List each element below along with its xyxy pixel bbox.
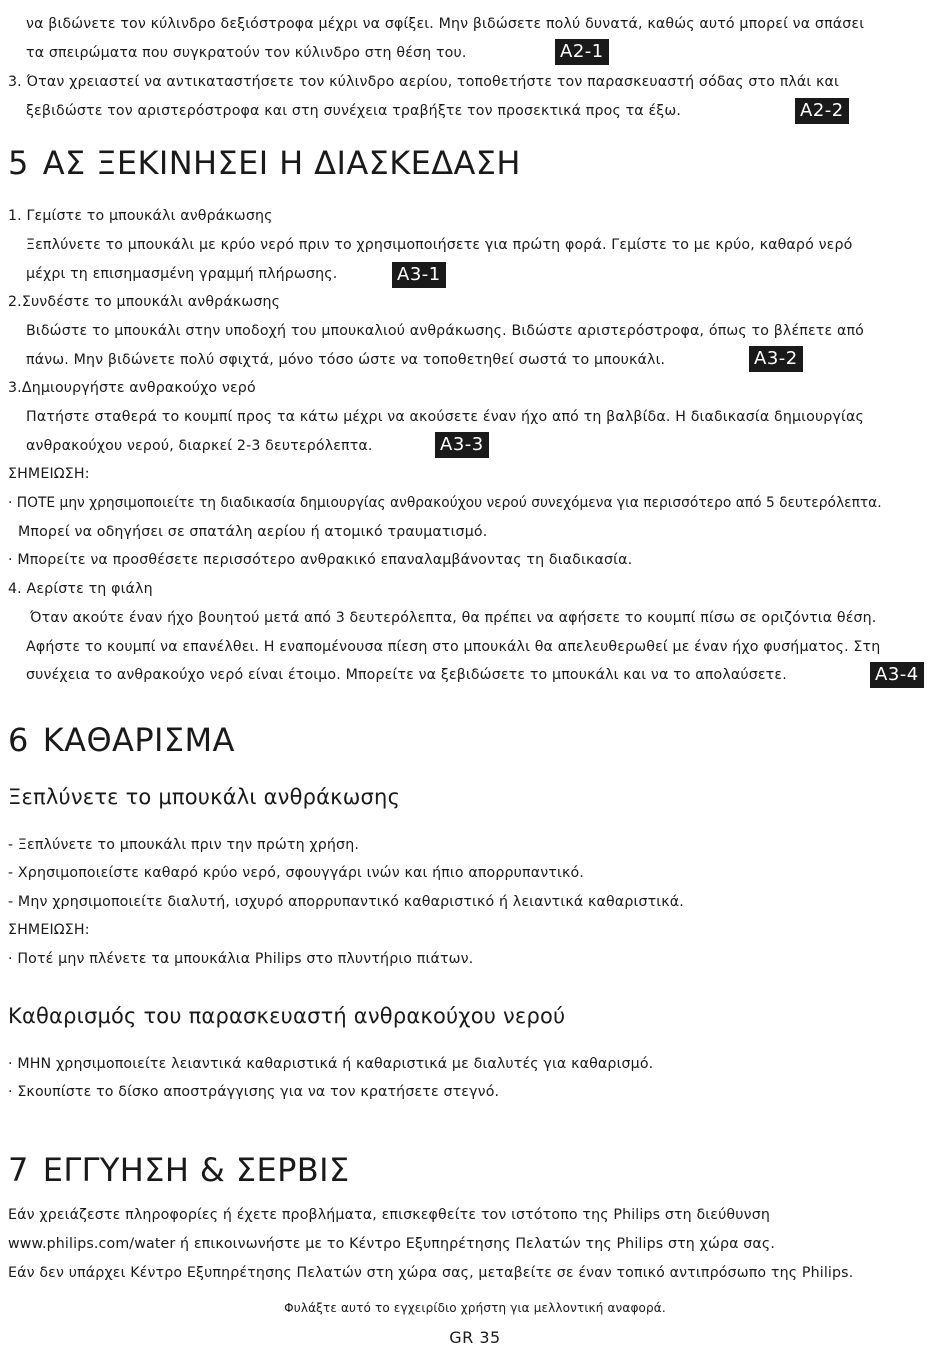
s5-note-2: · Μπορείτε να προσθέσετε περισσότερο ανθρακικό επαναλαμβάνοντας τη διαδικασία. — [8, 552, 633, 568]
s5-step1-line-1: Ξεπλύνετε το μπουκάλι με κρύο νερό πριν το χρησιμοποιήσετε για πρώτη φορά. Γεμίστε το με κρύο, καθαρό νερό — [26, 237, 853, 253]
figure-ref-a3-2: A3-2 — [749, 346, 803, 372]
intro-line-2-text: τα σπειρώματα που συγκρατούν τον κύλινδρο στη θέση του. — [26, 45, 467, 61]
s6-sub2-heading: Καθαρισμός του παρασκευαστή ανθρακούχου νερού — [8, 1004, 566, 1028]
figure-ref-a3-3: A3-3 — [435, 432, 489, 458]
s5-step3-line-1: Πατήστε σταθερά το κουμπί προς τα κάτω μέχρι να ακούσετε έναν ήχο από τη βαλβίδα. Η διαδικασία δημιουργίας — [26, 409, 864, 425]
s5-step1-title: 1. Γεμίστε το μπουκάλι ανθράκωσης — [8, 208, 273, 224]
s5-step3-title: 3.Δημιουργήστε ανθρακούχο νερό — [8, 380, 256, 396]
s6-sub1-item-1: - Ξεπλύνετε το μπουκάλι πριν την πρώτη χρήση. — [8, 837, 359, 853]
s6-note-1: · Ποτέ μην πλένετε τα μπουκάλια Philips στο πλυντήριο πιάτων. — [8, 951, 474, 967]
s5-step4-line-1: Όταν ακούτε έναν ήχο βουητού μετά από 3 δευτερόλεπτα, θα πρέπει να αφήσετε το κουμπί πίσω σε οριζόντια θέση. — [30, 610, 877, 626]
s5-step2-line-1: Βιδώστε το μπουκάλι στην υποδοχή του μπουκαλιού ανθράκωσης. Βιδώστε αριστερόστροφα, όπως το βλέπετε από — [26, 323, 865, 339]
s5-step4-title: 4. Αερίστε τη φιάλη — [8, 581, 153, 597]
s6-sub2-item-1: · ΜΗΝ χρησιμοποιείτε λειαντικά καθαριστικά ή καθαριστικά με διαλυτές για καθαρισμό. — [8, 1056, 654, 1072]
s5-step3-line-2: ανθρακούχου νερού, διαρκεί 2-3 δευτερόλεπτα. — [26, 438, 373, 454]
s5-note-1-line-1: · ΠΟΤΕ μην χρησιμοποιείτε τη διαδικασία δημιουργίας ανθρακούχου νερού συνεχόμενα για περισσότερο από 5 δευτερόλεπτα. — [8, 495, 882, 511]
s5-note-1-line-2: Μπορεί να οδηγήσει σε σπατάλη αερίου ή ατομικό τραυματισμό. — [18, 524, 488, 540]
s7-line-3: Εάν δεν υπάρχει Κέντρο Εξυπηρέτησης Πελατών στη χώρα σας, μεταβείτε σε έναν τοπικό αντιπρόσωπο της Philips. — [8, 1265, 854, 1281]
s6-sub1-item-3: - Μην χρησιμοποιείτε διαλυτή, ισχυρό απορρυπαντικό καθαριστικό ή λειαντικά καθαριστικά. — [8, 894, 684, 910]
section-5-number: 5 — [8, 144, 29, 182]
s5-step4-line-2: Αφήστε το κουμπί να επανέλθει. Η εναπομένουσα πίεση στο μπουκάλι θα απελευθερωθεί με έναν ήχο φυσήματος. Στη — [26, 639, 881, 655]
intro-line-1: να βιδώνετε τον κύλινδρο δεξιόστροφα μέχρι να σφίξει. Μην βιδώσετε πολύ δυνατά, καθώς αυτό μπορεί να σπάσει — [26, 16, 865, 32]
s6-sub1-heading: Ξεπλύνετε το μπουκάλι ανθράκωσης — [8, 785, 401, 809]
s6-sub1-item-2: - Χρησιμοποιείστε καθαρό κρύο νερό, σφουγγάρι ινών και ήπιο απορρυπαντικό. — [8, 865, 584, 881]
s5-step2-title: 2.Συνδέστε το μπουκάλι ανθράκωσης — [8, 294, 281, 310]
s7-line-2: www.philips.com/water ή επικοινωνήστε με το Κέντρο Εξυπηρέτησης Πελατών της Philips στη χώρα σας. — [8, 1236, 776, 1252]
s5-note-label: ΣΗΜΕΙΩΣΗ: — [8, 466, 90, 482]
intro-line-2 — [26, 43, 944, 63]
section-6-title: ΚΑΘΑΡΙΣΜΑ — [42, 721, 235, 759]
figure-ref-a3-1: A3-1 — [392, 262, 446, 288]
figure-ref-a3-4: A3-4 — [870, 662, 924, 688]
s5-step4-line-3: συνέχεια το ανθρακούχο νερό είναι έτοιμο. Μπορείτε να ξεβιδώσετε το μπουκάλι και να το απολαύσετε. — [26, 667, 787, 683]
s6-note-label: ΣΗΜΕΙΩΣΗ: — [8, 922, 90, 938]
section-6-heading — [8, 720, 235, 760]
intro-step3-line-2: ξεβιδώστε τον αριστερόστροφα και στη συνέχεια τραβήξτε τον προσεκτικά προς τα έξω. — [26, 103, 682, 119]
section-6-number: 6 — [8, 721, 29, 759]
s5-step1-line-2: μέχρι τη επισημασμένη γραμμή πλήρωσης. — [26, 266, 338, 282]
section-7-heading — [8, 1150, 350, 1190]
section-5-heading — [8, 143, 521, 183]
section-7-number: 7 — [8, 1151, 29, 1189]
figure-ref-a2-1: A2-1 — [555, 39, 609, 65]
s6-sub2-item-2: · Σκουπίστε το δίσκο αποστράγγισης για να τον κρατήσετε στεγνό. — [8, 1084, 500, 1100]
section-7-title: ΕΓΓΥΗΣΗ & ΣΕΡΒΙΣ — [42, 1151, 350, 1189]
s7-line-1: Εάν χρειάζεστε πληροφορίες ή έχετε προβλήματα, επισκεφθείτε τον ιστότοπο της Philips στη διεύθυνση — [8, 1207, 770, 1223]
page-number: GR 35 — [449, 1328, 501, 1347]
intro-step3-line-1: 3. Όταν χρειαστεί να αντικαταστήσετε τον κύλινδρο αερίου, τοποθετήστε τον παρασκευαστή σόδας στο πλάι και — [8, 74, 840, 90]
s5-step2-line-2: πάνω. Μην βιδώνετε πολύ σφιχτά, μόνο τόσο ώστε να τοποθετηθεί σωστά το μπουκάλι. — [26, 352, 666, 368]
figure-ref-a2-2: A2-2 — [795, 98, 849, 124]
footer-keep-note: Φυλάξτε αυτό το εγχειρίδιο χρήστη για μελλοντική αναφορά. — [284, 1301, 666, 1315]
section-5-title: ΑΣ ΞΕΚΙΝΗΣΕΙ Η ΔΙΑΣΚΕΔΑΣΗ — [42, 144, 521, 182]
